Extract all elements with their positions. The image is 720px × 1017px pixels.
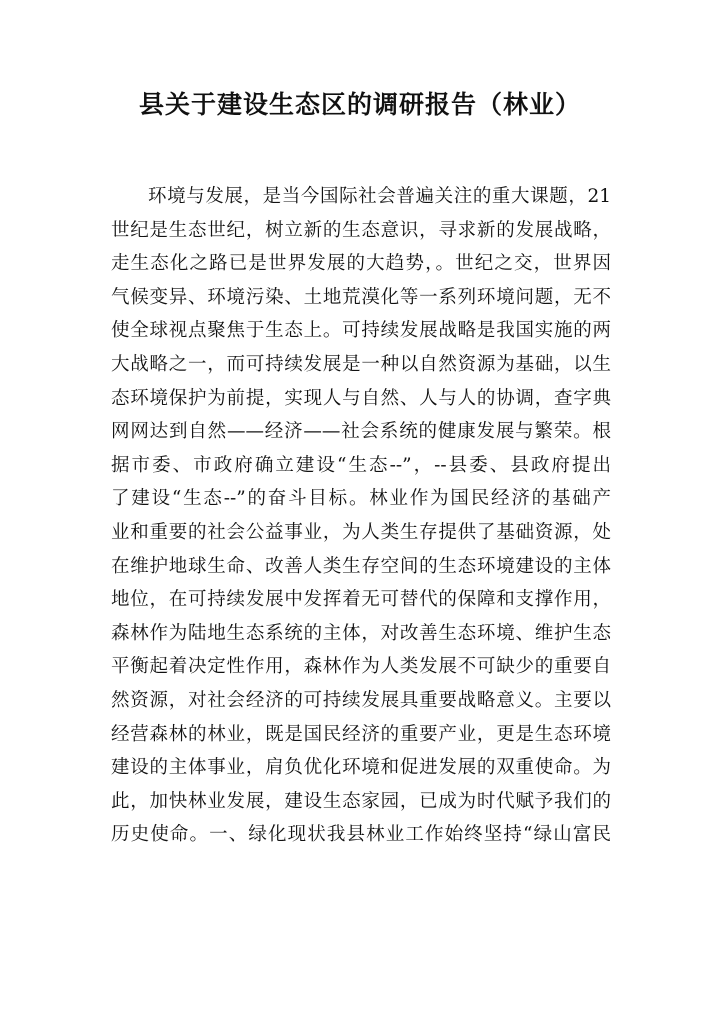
paragraph-line: 在维护地球生命、改善人类生存空间的生态环境建设的主体: [111, 555, 611, 577]
paragraph-line: 使全球视点聚焦于生态上。可持续发展战略是我国实施的两: [111, 320, 611, 342]
paragraph-line: 态环境保护为前提，实现人与自然、人与人的协调，查字典: [111, 387, 611, 409]
paragraph-line: 网网达到自然——经济——社会系统的健康发展与繁荣。根: [111, 421, 611, 443]
paragraph-line: 世纪是生态世纪，树立新的生态意识，寻求新的发展战略，: [111, 219, 611, 241]
paragraph-line: 业和重要的社会公益事业，为人类生存提供了基础资源，处: [111, 521, 611, 543]
paragraph-line: 走生态化之路已是世界发展的大趋势，。世纪之交，世界因: [111, 253, 611, 275]
paragraph-line: 经营森林的林业，既是国民经济的重要产业，更是生态环境: [111, 723, 611, 745]
body-paragraph: [111, 180, 611, 852]
paragraph-line: 地位，在可持续发展中发挥着无可替代的保障和支撑作用，: [111, 589, 611, 611]
paragraph-line: 了建设“生态--”的奋斗目标。林业作为国民经济的基础产: [111, 488, 611, 510]
paragraph-line: 然资源，对社会经济的可持续发展具重要战略意义。主要以: [111, 689, 611, 711]
paragraph-line: 历史使命。一、绿化现状我县林业工作始终坚持“绿山富民: [111, 824, 611, 846]
paragraph-line: 气候变异、环境污染、土地荒漠化等一系列环境问题，无不: [111, 286, 611, 308]
paragraph-line: 据市委、市政府确立建设“生态--”，--县委、县政府提出: [111, 454, 611, 476]
paragraph-line: 森林作为陆地生态系统的主体，对改善生态环境、维护生态: [111, 622, 611, 644]
paragraph-line: 大战略之一，而可持续发展是一种以自然资源为基础，以生: [111, 353, 611, 375]
paragraph-line: 建设的主体事业，肩负优化环境和促进发展的双重使命。为: [111, 757, 611, 779]
paragraph-line: 此，加快林业发展，建设生态家园，已成为时代赋予我们的: [111, 790, 611, 812]
paragraph-line: 环境与发展，是当今国际社会普遍关注的重大课题，21: [148, 186, 611, 207]
paragraph-line: 平衡起着决定性作用，森林作为人类发展不可缺少的重要自: [111, 656, 611, 678]
document-title: 县关于建设生态区的调研报告（林业）: [138, 90, 581, 119]
